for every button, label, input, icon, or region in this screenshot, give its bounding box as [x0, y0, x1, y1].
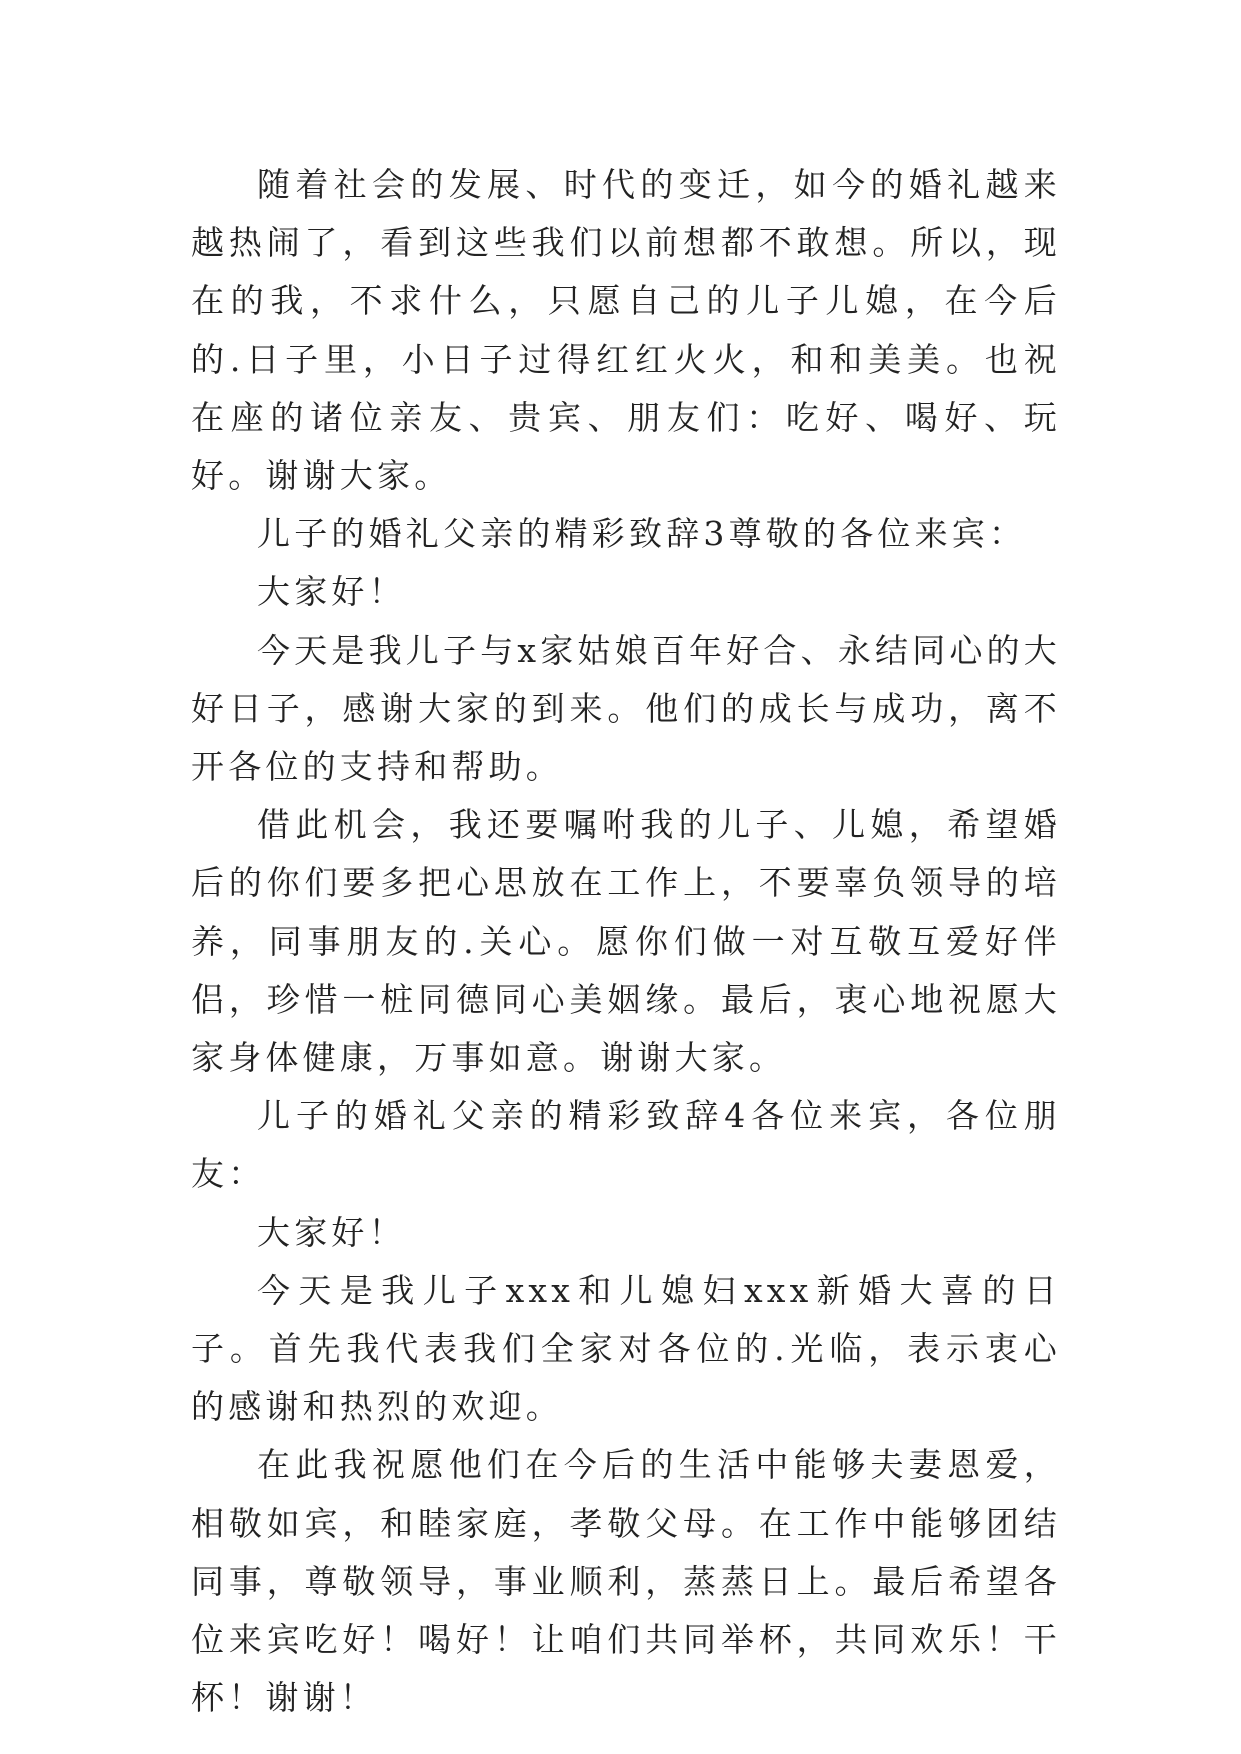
- paragraph-9: 在此我祝愿他们在今后的生活中能够夫妻恩爱，相敬如宾，和睦家庭，孝敬父母。在工作中能够团结同事，尊敬领导，事业顺利，蒸蒸日上。最后希望各位来宾吃好！喝好！让咱们共同举杯，共同欢乐！干杯！谢谢！: [191, 1445, 1061, 1718]
- paragraph-8: 今天是我儿子xxx和儿媳妇xxx新婚大喜的日子。首先我代表我们全家对各位的.光临，表示衷心的感谢和热烈的欢迎。: [191, 1270, 1061, 1427]
- paragraph-4: 今天是我儿子与x家姑娘百年好合、永结同心的大好日子，感谢大家的到来。他们的成长与成功，离不开各位的支持和帮助。: [191, 630, 1062, 787]
- paragraph-6-heading: 儿子的婚礼父亲的精彩致辞4各位来宾，各位朋友：: [191, 1096, 1061, 1194]
- paragraph-1: 随着社会的发展、时代的变迁，如今的婚礼越来越热闹了，看到这些我们以前想都不敢想。所以，现在的我，不求什么，只愿自己的儿子儿媳，在今后的.日子里，小日子过得红红火火，和和美美。也祝在座的诸位亲友、贵宾、朋友们：吃好、喝好、玩好。谢谢大家。: [191, 165, 1061, 496]
- document-body: [191, 156, 1061, 1727]
- paragraph-7-greeting: 大家好！: [257, 1212, 406, 1252]
- paragraph-2-heading: 儿子的婚礼父亲的精彩致辞3尊敬的各位来宾：: [257, 514, 1027, 554]
- paragraph-5: 借此机会，我还要嘱咐我的儿子、儿媳，希望婚后的你们要多把心思放在工作上，不要辜负领导的培养，同事朋友的.关心。愿你们做一对互敬互爱好伴侣，珍惜一桩同德同心美姻缘。最后，衷心地祝愿大家身体健康，万事如意。谢谢大家。: [191, 805, 1061, 1078]
- paragraph-3-greeting: 大家好！: [257, 572, 406, 612]
